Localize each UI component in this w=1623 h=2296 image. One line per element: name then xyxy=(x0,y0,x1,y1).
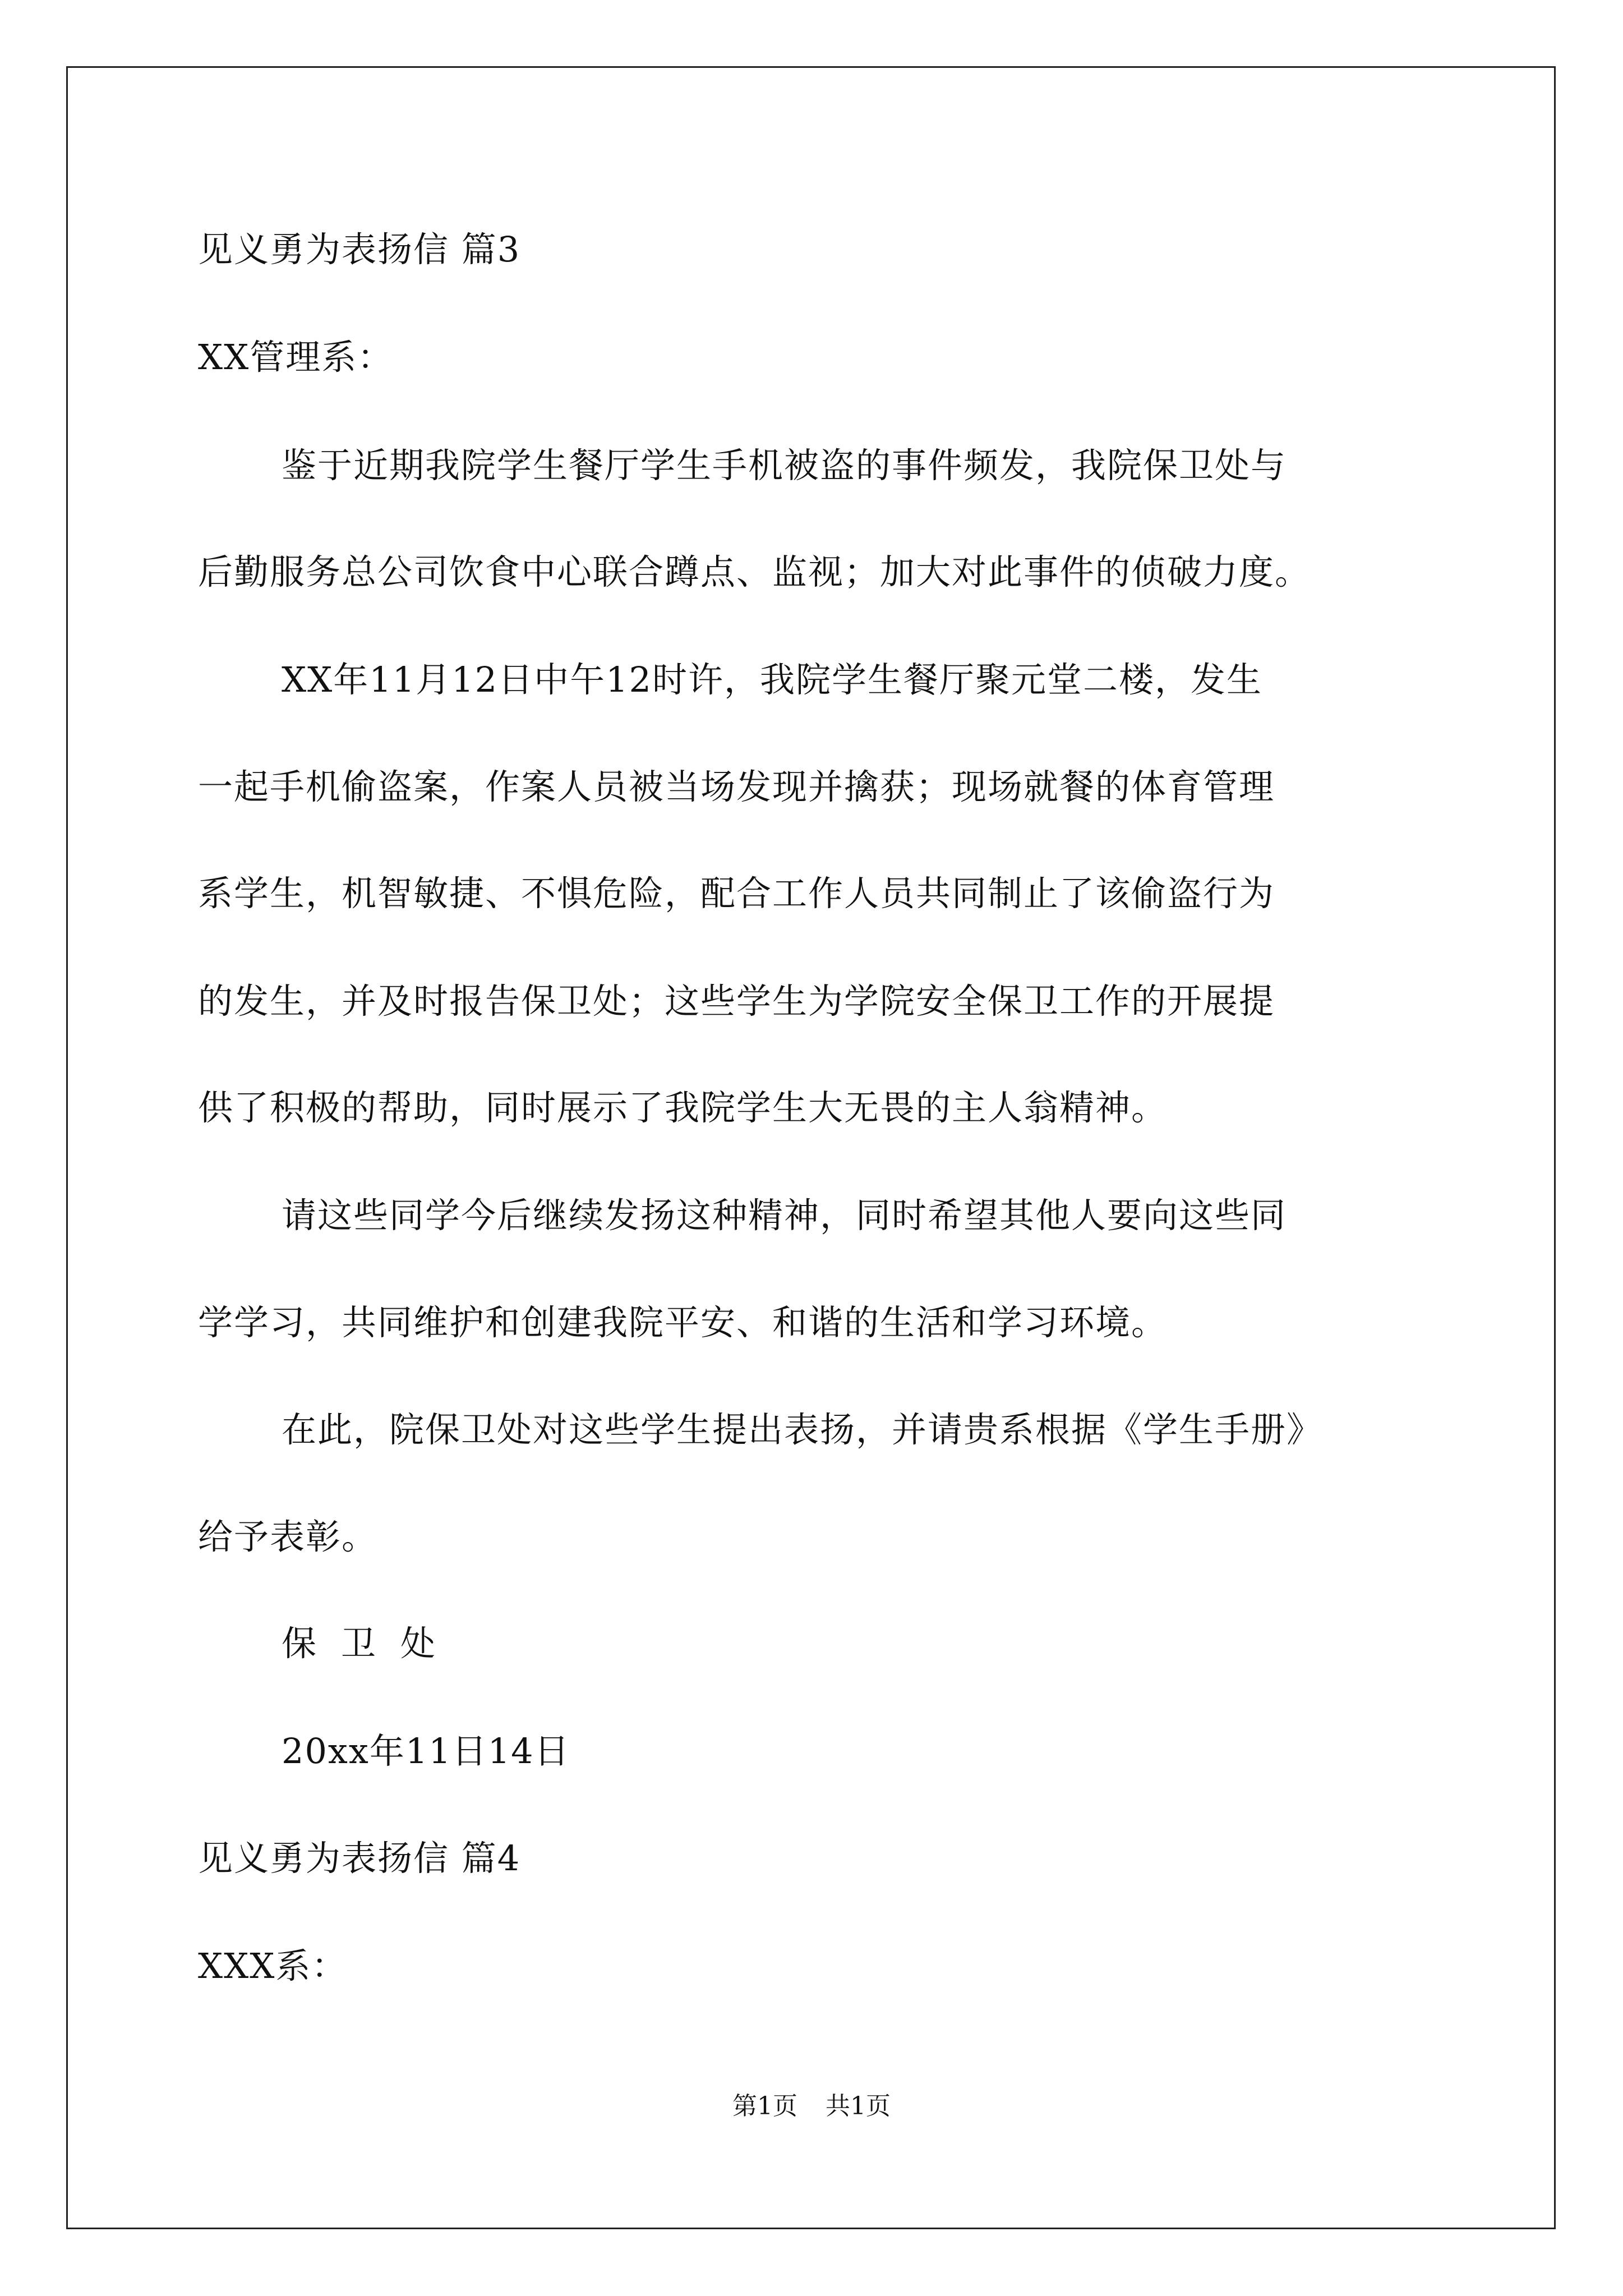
salutation-1: XX管理系： xyxy=(198,337,394,378)
paragraph-line: 系学生，机智敏捷、不惧危险，配合工作人员共同制止了该偷盗行为 xyxy=(198,873,1275,914)
date-line: 20xx年11日14日 xyxy=(282,1731,570,1772)
page-number: 第1页 xyxy=(732,2092,797,2120)
section-heading-3: 见义勇为表扬信 篇3 xyxy=(198,229,521,270)
paragraph-line: 后勤服务总公司饮食中心联合蹲点、监视；加大对此事件的侦破力度。 xyxy=(198,551,1311,592)
paragraph-line: 鉴于近期我院学生餐厅学生手机被盗的事件频发，我院保卫处与 xyxy=(282,445,1287,486)
paragraph-line: 在此，院保卫处对这些学生提出表扬，并请贵系根据《学生手册》 xyxy=(282,1409,1323,1450)
page-total: 共1页 xyxy=(826,2092,891,2120)
paragraph-line: XX年11月12日中午12时许，我院学生餐厅聚元堂二楼，发生 xyxy=(282,659,1262,700)
paragraph-line: 一起手机偷盗案，作案人员被当场发现并擒获；现场就餐的体育管理 xyxy=(198,766,1275,807)
salutation-2: XXX系： xyxy=(198,1945,348,1986)
paragraph-line: 请这些同学今后继续发扬这种精神，同时希望其他人要向这些同 xyxy=(282,1195,1287,1236)
signature: 保卫处 xyxy=(282,1623,460,1664)
paragraph-line: 学学习，共同维护和创建我院平安、和谐的生活和学习环境。 xyxy=(198,1302,1168,1343)
paragraph-line: 的发生，并及时报告保卫处；这些学生为学院安全保卫工作的开展提 xyxy=(198,981,1275,1022)
paragraph-line: 供了积极的帮助，同时展示了我院学生大无畏的主人翁精神。 xyxy=(198,1087,1168,1128)
page-footer xyxy=(0,2090,1623,2123)
section-heading-4: 见义勇为表扬信 篇4 xyxy=(198,1838,521,1879)
page-border xyxy=(66,66,1556,2229)
paragraph-line: 给予表彰。 xyxy=(198,1516,378,1557)
